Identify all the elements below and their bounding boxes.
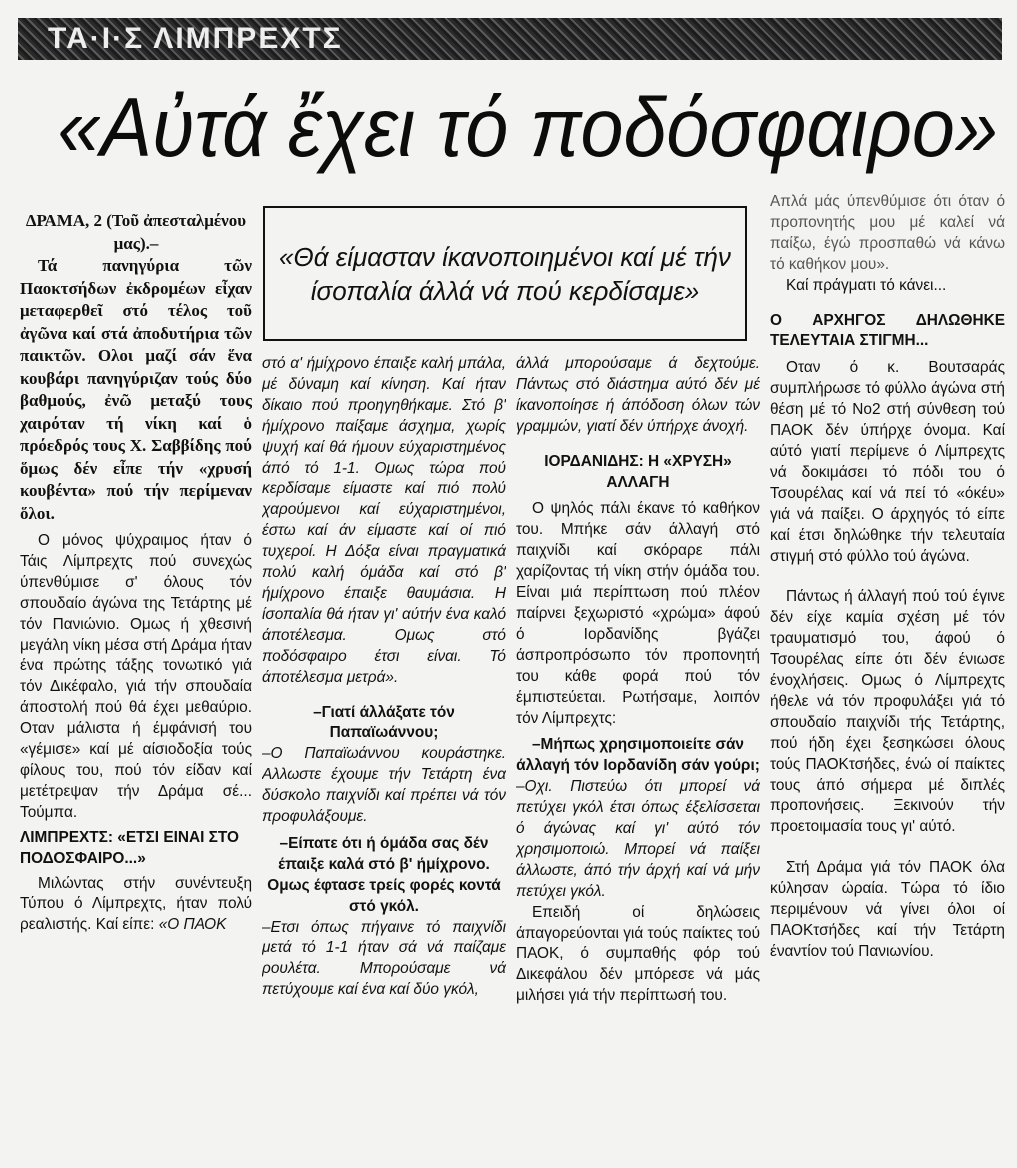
pull-quote-text: «Θά είμασταν ίκανοποιημένοι καί μέ τήν ίσοπαλία άλλά νά πού κερδίσαμε»	[279, 241, 731, 306]
body-paragraph: Ο ψηλός πάλι έκανε τό καθήκον του. Μπήκε σάν άλλαγή στό παιχνίδι καί σκόραρε πάλι χαρίζοντας τή νίκη στήν όμάδα του. Είναι μιά περίπτωση πού πλέον παίρνει ξεχωριστό «χρώμα» άφού ό Ιορδανίδης βγάζει άσπροπρόσωπο τόν προπονητή του κάθε φορά πού τόν έμπιστεύεται. Ρωτήσαμε, λοιπόν τόν Λίμπρεχτς:	[516, 500, 760, 727]
article-column-1	[20, 210, 252, 1160]
question: –Γιατί άλλάξατε τόν Παπαϊωάννου;	[313, 703, 455, 742]
body-paragraph: Απλά μάς ύπενθύμισε ότι όταν ό προπονητής μου μέ καλεί νά παίξω, έγώ προσπαθώ νά κάνω τό καθήκον μου».	[770, 193, 1005, 273]
body-paragraph-2-text: Μιλώντας στήν συνέντευξη Τύπου ό Λίμπρεχτς, ήταν πολύ ρεαλιστής. Καί είπε:	[20, 874, 252, 934]
lead-paragraph: Τά πανηγύρια τῶν Παοκτσήδων ἐκδρομέων εἶχαν μεταφερθεῖ στό τέλος τοῦ ἀγῶνα καί στά ἀποδυτήρια τῶν παικτῶν. Ολοι μαζί σάν ἕνα κουβάρι πανηγύριζαν τούς δύο βαθμούς, ἐνῶ μεταξύ τους χαιρόταν τή νίκη καί ὁ πρόεδρός τους Χ. Σαββίδης πού ὅμως δέν εἶπε τήν «χρυσή κουβέντα» πού τήν περίμεναν ὅλοι.	[20, 256, 252, 523]
body-paragraph-2	[20, 874, 252, 937]
body-paragraph: Καί πράγματι τό κάνει...	[786, 276, 947, 294]
subheading: ΙΟΡΔΑΝΙΔΗΣ: Η «ΧΡΥΣΗ» ΑΛΛΑΓΗ	[544, 452, 732, 491]
article-column-4	[770, 192, 1005, 1160]
answer: –Ο Παπαϊωάννου κουράστηκε. Αλλωστε έχουμε τήν Τετάρτη ένα δύσκολο παιχνίδι καί πρέπει νά τόν προφυλάξουμε.	[262, 745, 506, 826]
answer: –Οχι. Πιστεύω ότι μπορεί νά πετύχει γκόλ έτσι όπως έξελίσσεται ό άγώνας καί γι' αύτό τόν χρησιμοποιώ. Μπορεί νά παίξει άλλωστε, άπό τήν άρχή καί νά μήν πετύχει γκόλ.	[516, 778, 760, 900]
section-banner	[18, 18, 1002, 60]
body-paragraph: Επειδή οί δηλώσεις άπαγορεύονται γιά τούς παίκτες τού ΠΑΟΚ, ό συμπαθής φόρ τού Δικεφάλου δέν μπόρεσε νά μάς μιλήσει γιά τήν περίπτωσή του.	[516, 903, 760, 1005]
section-kicker: ΤΑ·Ι·Σ ΛΙΜΠΡΕΧΤΣ	[48, 22, 343, 55]
quote-paragraph: άλλά μπορούσαμε ά δεχτούμε. Πάντως στό διάστημα αύτό δέν μέ ίκανοποίησε ή άπόδοση όλων τών γραμμών, γιατί δέν ύπήρχε άνοχή.	[516, 355, 760, 435]
question: –Μήπως χρησιμοποιείτε σάν άλλαγή τόν Ιορδανίδη σάν γούρι;	[516, 736, 760, 775]
pull-quote-box	[263, 206, 747, 341]
dateline: ΔΡΑΜΑ, 2 (Τοῦ ἀπεσταλμένου μας).–	[25, 211, 247, 253]
headline: «Αὐτά ἔχει τό ποδόσφαιρο»	[57, 80, 998, 174]
subheading: ΛΙΜΠΡΕΧΤΣ: «ΕΤΣΙ ΕΙΝΑΙ ΣΤΟ ΠΟΔΟΣΦΑΙΡΟ...»	[20, 828, 239, 867]
article-column-2	[262, 354, 506, 1160]
body-paragraph: Πάντως ή άλλαγή πού τού έγινε δέν είχε καμία σχέση μέ τόν τραυματισμό του, άφού ό Τσουρέλας είπε ότι δέν ένιωσε ένοχλήσεις. Ομως ό Λίμπρεχτς ήθελε νά τόν προφυλάξει γιά τό σπουδαίο παιχνίδι τής Τετάρτης, πού ήδη έχει ξεσηκώσει όλους τούς ΠΑΟΚτσήδες, ένώ οί παίκτες τους άπό σήμερα μέ διπλές προπονήσεις. Ξεκινούν τήν προετοιμασία τους γι' αύτό.	[770, 588, 1005, 836]
subheading: Ο ΑΡΧΗΓΟΣ ΔΗΛΩΘΗΚΕ ΤΕΛΕΥΤΑΙΑ ΣΤΙΓΜΗ...	[770, 311, 1005, 350]
body-paragraph-2-quote: «Ο ΠΑΟΚ	[158, 916, 227, 934]
body-paragraph: Οταν ό κ. Βουτσαράς συμπλήρωσε τό φύλλο άγώνα στή θέση μέ τό Νο2 στή σύνθεση τού ΠΑΟΚ δέν ύπήρχε όνομα. Καί αύτό γιατί περίμενε ό Λίμπρεχτς νά δοκιμάσει τό πόδι του ό Τσουρέλας καί νά πεί τό «όκέυ» γιά νά παίξει. Ο άρχηγός τό είπε καί έτσι δηλώθηκε τήν τελευταία στιγμή στό φύλλο τού άγώνα.	[770, 359, 1005, 565]
quote-paragraph: στό α' ήμίχρονο έπαιξε καλή μπάλα, μέ δύναμη καί κίνηση. Καί ήταν δίκαιο πού προηγηθήκαμε. Στό β' ήμίχρονο παίξαμε άσχημα, χωρίς ψυχή καί θά ήμουν εύχαριστημένος άπό τό 1-1. Ομως τώρα πού κερδίσαμε είμαστε καί πιό πολύ χαρούμενοι καί εύχαριστημένοι, έστω καί άν είμαστε καί οί πιό τυχεροί. Η Δόξα είναι πραγματικά πολύ καλή όμάδα καί στό β' ήμίχρονο έπαιξε θαυμάσια. Η ίσοπαλία θά ήταν γι' αύτήν ένα καλό άποτέλεσμα. Ομως στό ποδόσφαιρο έτσι είναι. Τό άποτέλεσμα μετρά».	[262, 355, 506, 686]
article-column-3	[516, 354, 760, 1160]
body-paragraph: Στή Δράμα γιά τόν ΠΑΟΚ όλα κύλησαν ώραία. Τώρα τό ίδιο περιμένουν νά γίνει όλοι οί ΠΑΟΚτσήδες καί τήν Τετάρτη έναντίον τού Πανιωνίου.	[770, 859, 1005, 960]
answer: –Ετσι όπως πήγαινε τό παιχνίδι μετά τό 1-1 ήταν σά νά παίζαμε ρουλέτα. Μπορούσαμε νά πετύχουμε καί ένα καί δύο γκόλ,	[262, 918, 506, 999]
body-paragraph: Ο μόνος ψύχραιμος ήταν ό Τάις Λίμπρεχτς πού συνεχώς ύπενθύμισε σ' όλους τόν σπουδαίο άγώνα της Τετάρτης μέ τόν Πανιώνιο. Ομως ή χθεσινή μεγάλη νίκη μέσα στή Δράμα ήταν ένα πρώτης τάξης τονωτικό γιά τόν Δικέφαλο, γιά τήν σπουδαία άποστολή πού θά έχει μεθαύριο. Οταν μάλιστα ή έμφάνισή του «γέμισε» καί μέ αίσιοδοξία τούς φίλους του, πού τόν είδαν καί μετέτρεψαν τήν Δράμα σέ... Τούμπα.	[20, 532, 252, 821]
question: –Είπατε ότι ή όμάδα σας δέν έπαιξε καλά στό β' ήμίχρονο. Ομως έφτασε τρείς φορές κοντά στό γκόλ.	[267, 834, 501, 915]
